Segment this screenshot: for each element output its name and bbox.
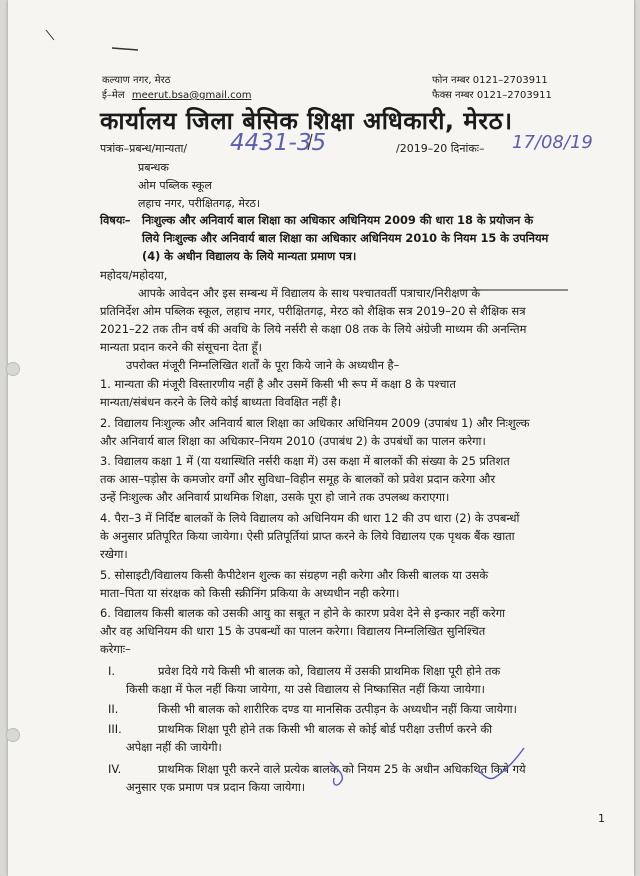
salutation: महोदय/महोदया, xyxy=(100,268,168,282)
reference-number: 4431-35 xyxy=(230,130,327,156)
sub-item-number: III. xyxy=(108,722,122,736)
condition-line: और अनिवार्य बाल शिक्षा का अधिकार–नियम 2010 (उपाबंध 2) के उपबंधों का पालन करेगा। xyxy=(100,434,486,448)
phone-number: फोन नम्बर 0121–2703911 xyxy=(432,75,548,86)
date-label: /2019–20 दिनांकः– xyxy=(396,142,485,155)
condition-line: माता–पिता या संरक्षक को किसी स्क्रीनिंग प्रकिया के अध्यधीन नही करेगा। xyxy=(100,586,400,600)
subject-line: निःशुल्क और अनिवार्य बाल शिक्षा का अधिकार अधिनियम 2009 की धारा 18 के प्रयोजन के xyxy=(142,213,534,227)
condition-line: 5. सोसाइटी/विद्यालय किसी कैपीटेशन शुल्क का संग्रहण नही करेगा और किसी बालक या उसके xyxy=(100,568,489,582)
condition-line: करेगाः– xyxy=(100,642,131,656)
condition-line: उन्हें निःशुल्क और अनिवार्य प्राथमिक शिक्षा, उसके पूरा हो जाने तक उपलब्ध कराएगा। xyxy=(100,490,450,504)
condition-line: मान्यता/संबंधन करने के लिये कोई बाध्यता विवक्षित नहीं है। xyxy=(100,395,342,409)
sub-item-line: अपेक्षा नहीं की जायेगी। xyxy=(126,740,222,754)
fax-number: फैक्स नम्बर 0121–2703911 xyxy=(432,90,552,101)
sub-item-number: IV. xyxy=(108,762,122,776)
condition-line: 2. विद्यालय निःशुल्क और अनिवार्य बाल शिक्षा का अधिकार अधिनियम 2009 (उपाबंध 1) और निःशुल्क xyxy=(100,416,530,430)
sub-item-line: किसी भी बालक को शारीरिक दण्ड या मानसिक उत्पीड़न के अध्यधीन नहीं किया जायेगा। xyxy=(158,702,517,716)
intro-line: 2021–22 तक तीन वर्ष की अवधि के लिये नर्सरी से कक्षा 08 तक के लिये अंग्रेजी माध्यम की अनन्तिम xyxy=(100,322,527,336)
email-label: ई–मेल xyxy=(102,90,125,101)
subject-label: विषयः– xyxy=(100,213,131,227)
pen-mark xyxy=(46,30,54,40)
intro-line: आपके आवेदन और इस सम्बन्ध में विद्यालय के साथ पश्चातवर्ती पत्राचार/निरीक्षण के xyxy=(138,286,481,300)
conditions-intro: उपरोक्त मंजूरी निम्नलिखित शर्तों के पूरा किये जाने के अध्यधीन है– xyxy=(126,358,400,372)
subject-line: लिये निःशुल्क और अनिवार्य बाल शिक्षा का अधिकार अधिनियम 2010 के नियम 15 के उपनियम xyxy=(142,231,549,245)
condition-line: 1. मान्यता की मंजूरी विस्तारणीय नहीं है और उसमें किसी भी रूप में कक्षा 8 के पश्चात xyxy=(100,377,456,391)
condition-line: के अनुसार प्रतिपूरित किया जायेगा। ऐसी प्रतिपूर्तियां प्राप्त करने के लिये विद्यालय एक पृथक बैंक खाता xyxy=(100,529,515,543)
pen-mark xyxy=(308,134,312,150)
date-value: 17/08/19 xyxy=(512,132,593,153)
handwritten-marks xyxy=(8,0,634,876)
recipient-designation: प्रबन्धक xyxy=(138,161,169,174)
intro-line: प्रतिनिर्देश ओम पब्लिक स्कूल, लहाच नगर, परीक्षितगढ़, मेरठ को शैक्षिक सत्र 2019–20 से शैक्षिक सत्र xyxy=(100,304,526,318)
condition-line: 3. विद्यालय कक्षा 1 में (या यथास्थिति नर्सरी कक्षा में) उस कक्षा में बालकों की संख्या के 25 प्रतिशत xyxy=(100,454,510,468)
sub-item-line: किसी कक्षा में फेल नहीं किया जायेगा, या उसे विद्यालय से निष्कासित नहीं किया जायेगा। xyxy=(126,682,485,696)
condition-line: 4. पैरा–3 में निर्दिष्ट बालकों के लिये विद्यालय को अधिनियम की धारा 12 की उप धारा (2) के उपबन्धों xyxy=(100,511,520,525)
condition-line: 6. विद्यालय किसी बालक को उसकी आयु का सबूत न होने के कारण प्रवेश देने से इन्कार नहीं करेगा xyxy=(100,606,506,620)
signature-mark xyxy=(478,748,524,779)
subject-line: (4) के अधीन विद्यालय के लिये मान्यता प्रमाण पत्र। xyxy=(142,249,357,263)
condition-line: और वह अधिनियम की धारा 15 के उपबन्धों का पालन करेगा। विद्यालय निम्नलिखित सुनिश्चित xyxy=(100,624,486,638)
office-address: कल्याण नगर, मेरठ xyxy=(102,75,171,86)
sub-item-number: I. xyxy=(108,664,115,678)
intro-line: मान्यता प्रदान करने की संसूचना देता हूँ। xyxy=(100,340,262,354)
initials-mark xyxy=(330,762,342,785)
sub-item-line: अनुसार एक प्रमाण पत्र प्रदान किया जायेगा। xyxy=(126,780,306,794)
page-number: 1 xyxy=(598,812,605,825)
document-page xyxy=(8,0,634,876)
office-title: कार्यालय जिला बेसिक शिक्षा अधिकारी, मेरठ। xyxy=(100,107,513,135)
email-address: meerut.bsa@gmail.com xyxy=(131,90,252,101)
reference-label: पत्रांक–प्रबन्ध/मान्यता/ xyxy=(100,142,188,155)
sub-item-number: II. xyxy=(108,702,119,716)
condition-line: रखेगा। xyxy=(100,547,128,561)
sub-item-line: प्राथमिक शिक्षा पूरी होने तक किसी भी बालक से कोई बोर्ड परीक्षा उत्तीर्ण करने की xyxy=(158,722,493,736)
sub-item-line: प्राथमिक शिक्षा पूरी करने वाले प्रत्येक बालक को नियम 25 के अधीन अधिकथित किये गये xyxy=(158,762,526,776)
sub-item-line: प्रवेश दिये गये किसी भी बालक को, विद्यालय में उसकी प्राथमिक शिक्षा पूरी होने तक xyxy=(158,664,501,678)
recipient-school: ओम पब्लिक स्कूल xyxy=(138,179,212,192)
pen-mark xyxy=(112,48,138,50)
recipient-address: लहाच नगर, परीक्षितगढ़, मेरठ। xyxy=(138,197,261,210)
condition-line: तक आस–पड़ोस के कमजोर वर्गों और सुविधा–विहीन समूह के बालकों को प्रवेश प्रदान करेगा और xyxy=(100,472,496,486)
